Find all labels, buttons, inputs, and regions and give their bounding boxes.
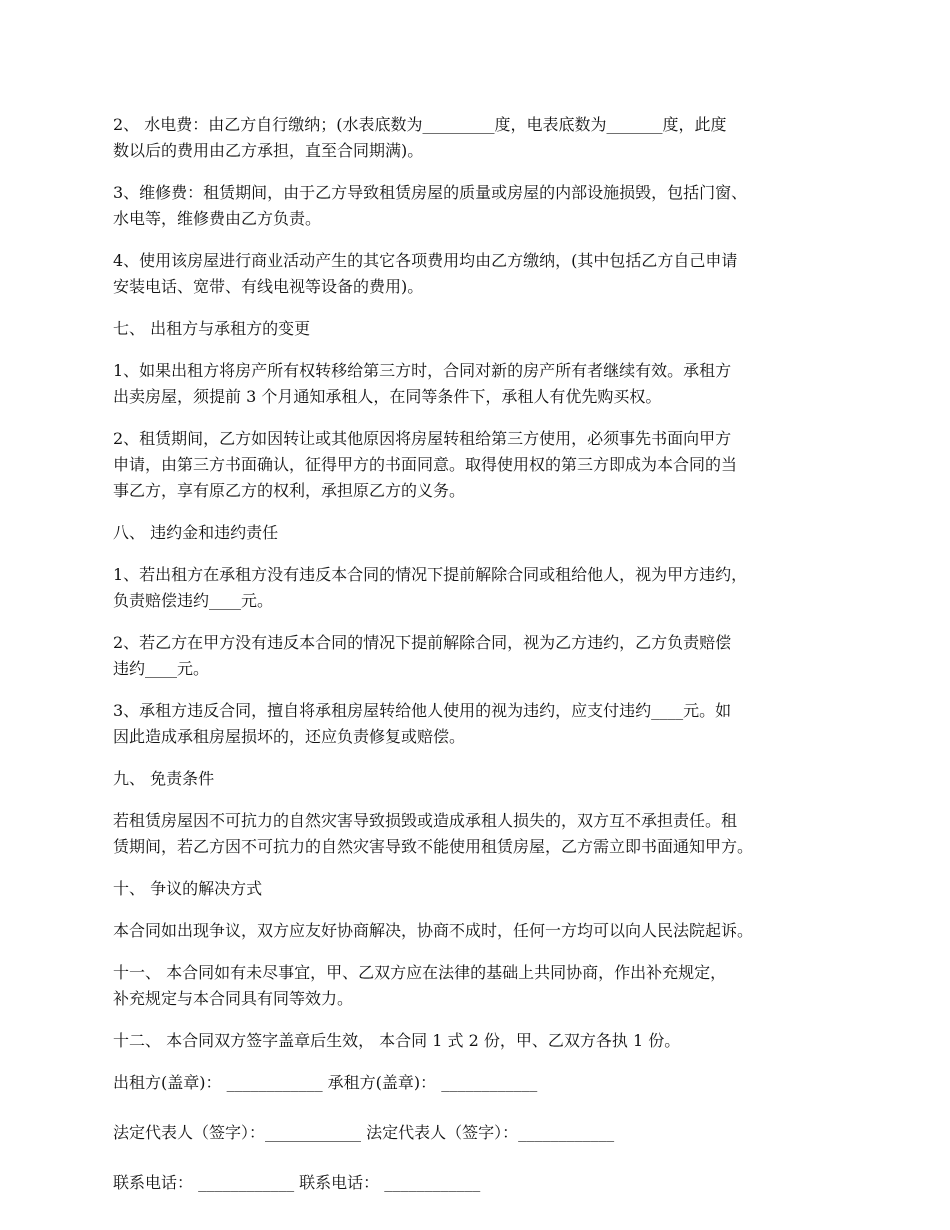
document-body bbox=[113, 112, 853, 1220]
section-heading-7: 七、 出租方与承租方的变更 bbox=[113, 319, 311, 338]
clause-supplement: 十一、 本合同如有未尽事宜，甲、乙双方应在法律的基础上共同协商，作出补充规定， 补充规定与本合同具有同等效力。 bbox=[113, 963, 727, 1008]
section-heading-9: 九、 免责条件 bbox=[113, 769, 215, 788]
clause-lessee-breach: 2、若乙方在甲方没有违反本合同的情况下提前解除合同，视为乙方违约，乙方负责赔偿 违约____元。 bbox=[113, 633, 732, 678]
clause-sublease: 2、租赁期间，乙方如因转让或其他原因将房屋转租给第三方使用，必须事先书面向甲方 申请，由第三方书面确认，征得甲方的书面同意。取得使用权的第三方即成为本合同的当 事乙方，享有原乙方的权利，承担原乙方的义务。 bbox=[113, 429, 738, 500]
signature-seal-line: 出租方(盖章)： ____________ 承租方(盖章)： ____________ bbox=[113, 1073, 538, 1092]
clause-maintenance: 3、维修费：租赁期间，由于乙方导致租赁房屋的质量或房屋的内部设施损毁，包括门窗、 水电等，维修费由乙方负责。 bbox=[113, 183, 748, 228]
clause-unauthorized-transfer: 3、承租方违反合同，擅自将承租房屋转给他人使用的视为违约，应支付违约____元。如 因此造成承租房屋损坏的，还应负责修复或赔偿。 bbox=[113, 701, 732, 746]
clause-other-fees: 4、使用该房屋进行商业活动产生的其它各项费用均由乙方缴纳，(其中包括乙方自己申请 安装电话、宽带、有线电视等设备的费用)。 bbox=[113, 251, 738, 296]
signature-phone-line: 联系电话： ____________ 联系电话： ____________ bbox=[113, 1173, 481, 1192]
clause-effective: 十二、 本合同双方签字盖章后生效， 本合同 1 式 2 份，甲、乙双方各执 1 份。 bbox=[113, 1031, 681, 1050]
section-heading-8: 八、 违约金和违约责任 bbox=[113, 523, 279, 542]
section-heading-10: 十、 争议的解决方式 bbox=[113, 879, 263, 898]
clause-lessor-breach: 1、若出租方在承租方没有违反本合同的情况下提前解除合同或租给他人，视为甲方违约， 负责赔偿违约____元。 bbox=[113, 565, 748, 610]
clause-dispute: 本合同如出现争议，双方应友好协商解决，协商不成时，任何一方均可以向人民法院起诉。 bbox=[113, 921, 754, 940]
clause-water-electricity: 2、 水电费：由乙方自行缴纳；(水表底数为_________度，电表底数为_______度，此度 数以后的费用由乙方承担，直至合同期满)。 bbox=[113, 115, 727, 160]
signature-representative-line: 法定代表人（签字）：____________ 法定代表人（签字）：____________ bbox=[113, 1123, 615, 1142]
clause-ownership-transfer: 1、如果出租方将房产所有权转移给第三方时，合同对新的房产所有者继续有效。承租方 出卖房屋，须提前 3 个月通知承租人，在同等条件下，承租人有优先购买权。 bbox=[113, 361, 732, 406]
clause-force-majeure: 若租赁房屋因不可抗力的自然灾害导致损毁或造成承租人损失的，双方互不承担责任。租 赁期间，若乙方因不可抗力的自然灾害导致不能使用租赁房屋，乙方需立即书面通知甲方。 bbox=[113, 811, 754, 856]
